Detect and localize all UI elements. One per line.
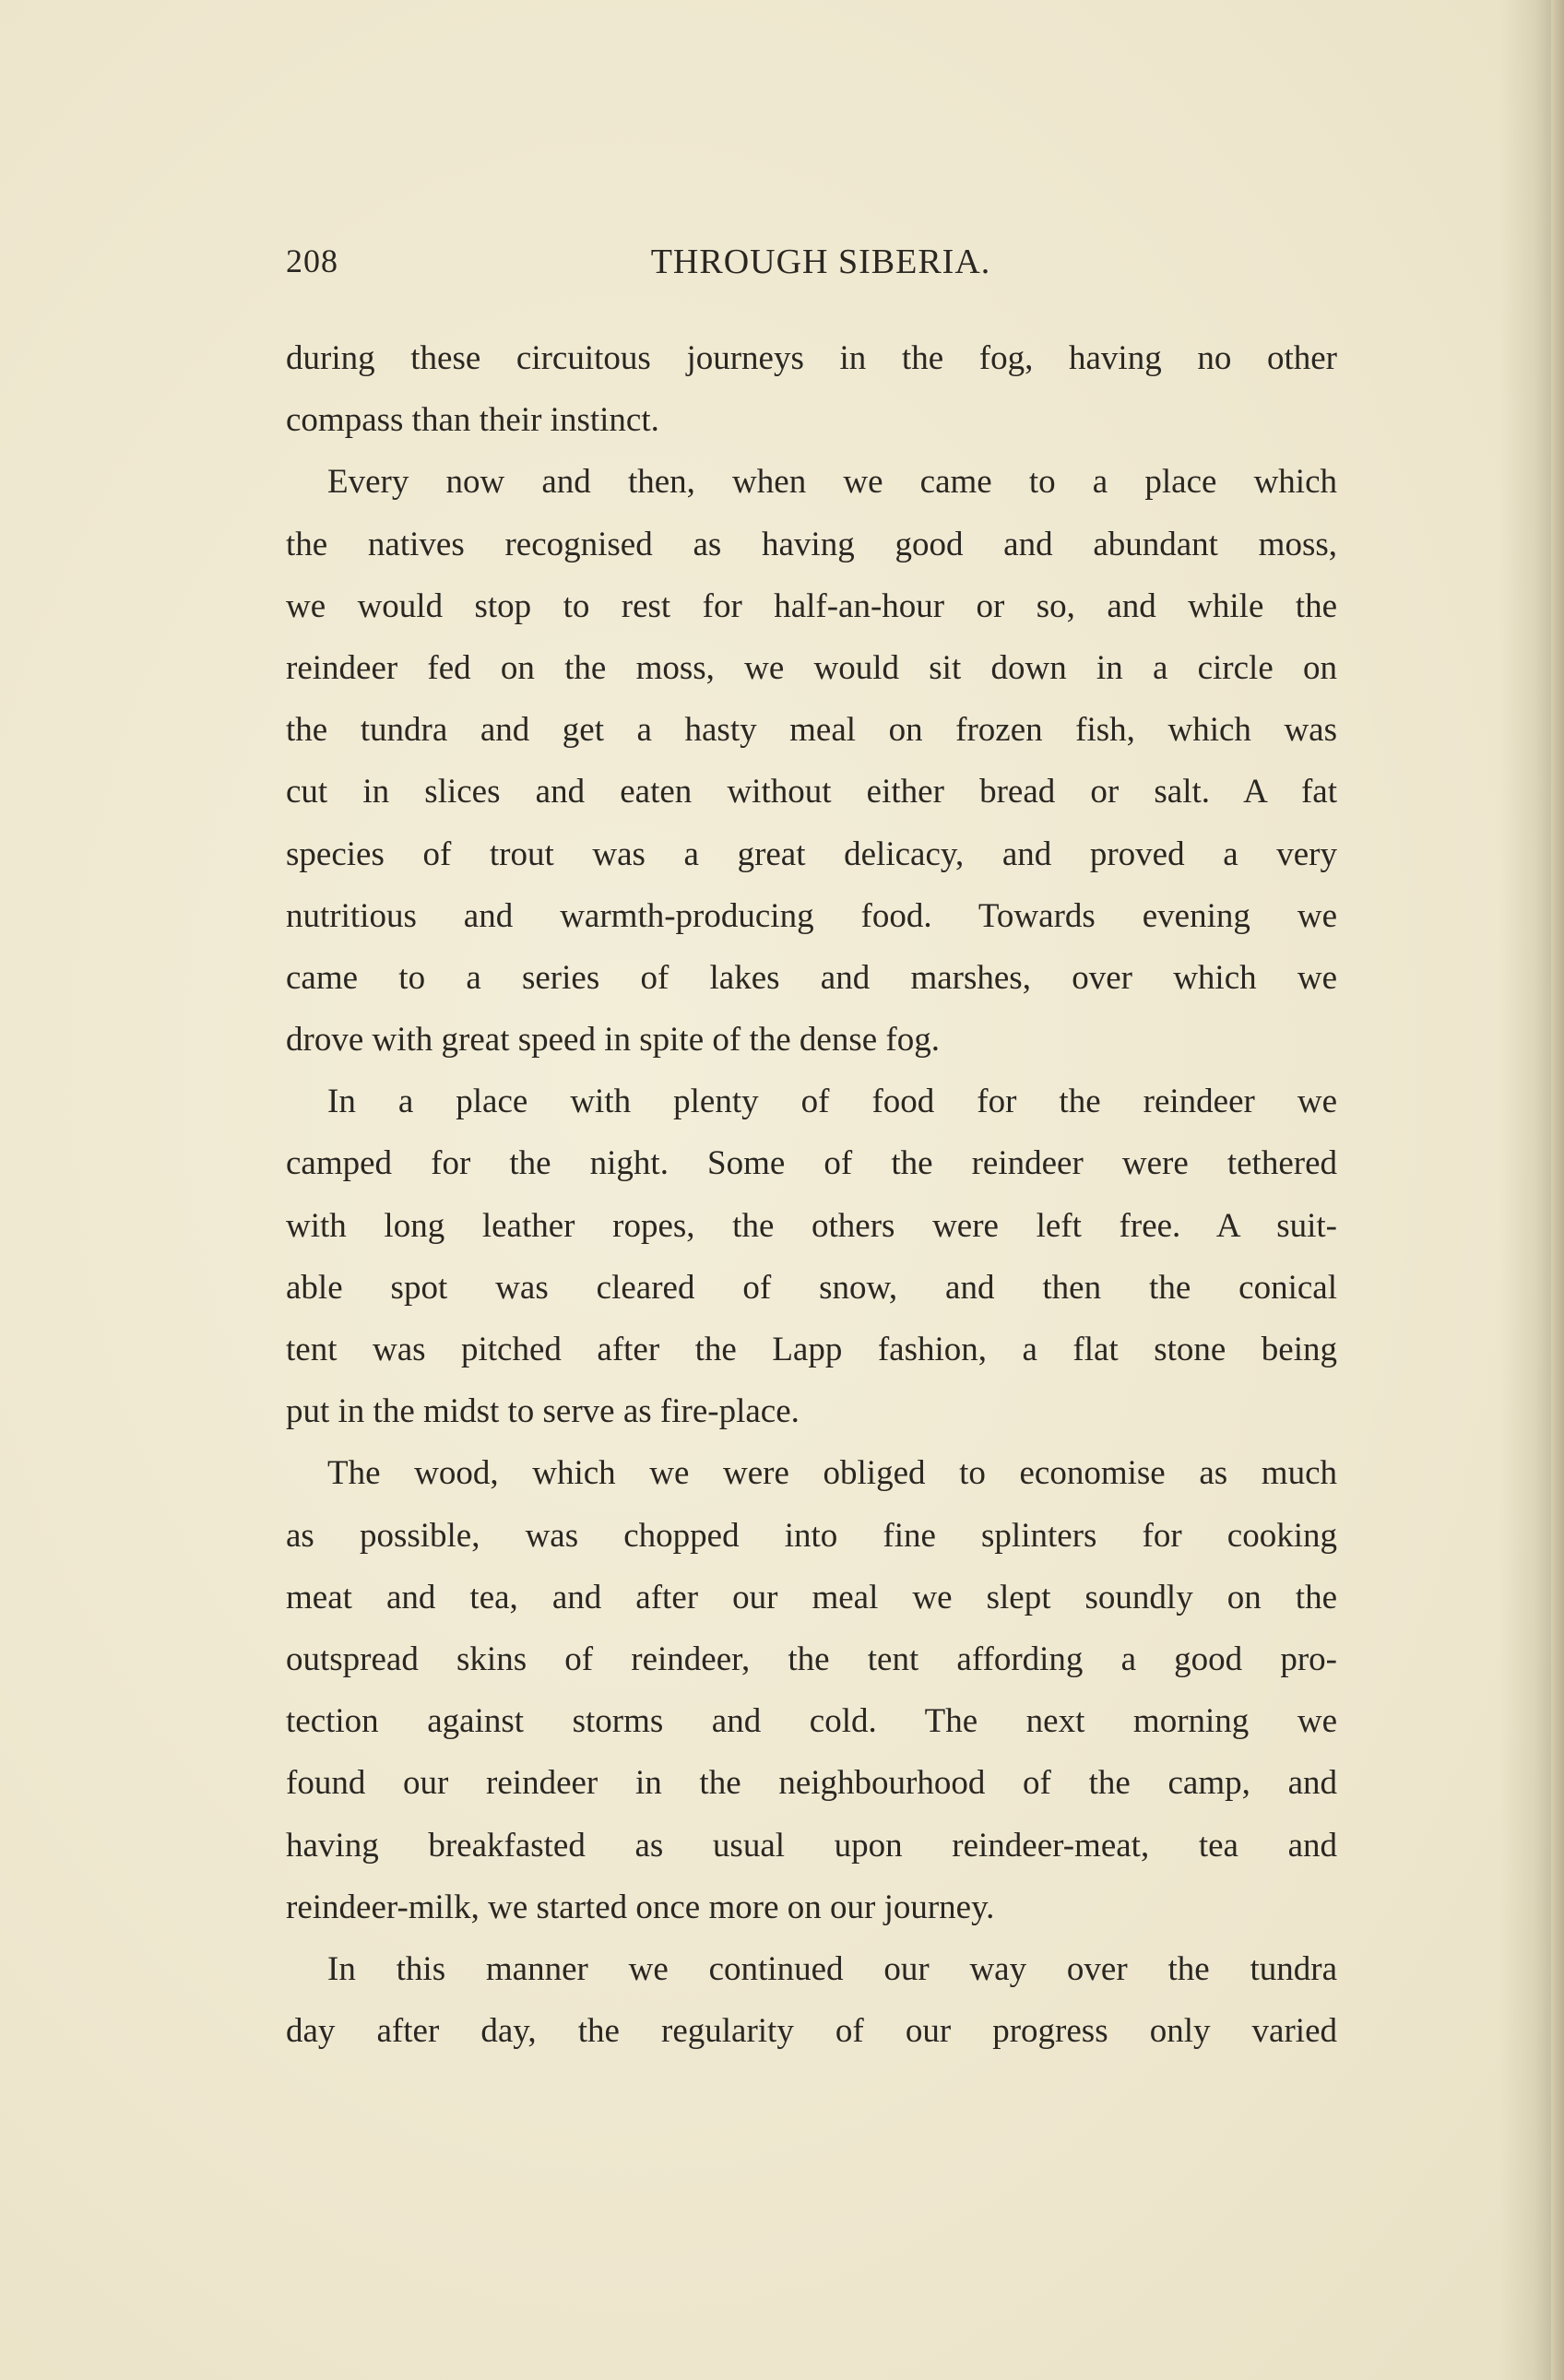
text-line: outspread skins of reindeer, the tent affording a good pro- (286, 1640, 1337, 1678)
page-edge (1551, 0, 1564, 2380)
text-line: species of trout was a great delicacy, and proved a very (286, 835, 1337, 873)
text-line: tection against storms and cold. The next morning we (286, 1702, 1337, 1741)
text-line: with long leather ropes, the others were left free. A suit- (286, 1206, 1337, 1245)
text-line: we would stop to rest for half-an-hour or so, and while the (286, 586, 1337, 625)
text-line: nutritious and warmth-producing food. Towards evening we (286, 896, 1337, 935)
text-line: having breakfasted as usual upon reindeer-meat, tea and (286, 1826, 1337, 1865)
text-line: cut in slices and eaten without either bread or salt. A fat (286, 773, 1337, 811)
text-line: during these circuitous journeys in the fog, having no other (286, 339, 1337, 377)
text-line: meat and tea, and after our meal we slept soundly on the (286, 1578, 1337, 1616)
text-line: as possible, was chopped into fine splinters for cooking (286, 1516, 1337, 1555)
text-line: tent was pitched after the Lapp fashion, a flat stone being (286, 1331, 1337, 1368)
body-text (286, 327, 1337, 2062)
text-line: the natives recognised as having good and abundant moss, (286, 525, 1337, 563)
text-line: able spot was cleared of snow, and then the conical (286, 1268, 1337, 1307)
text-line: Every now and then, when we came to a place which (327, 463, 1337, 502)
text-line: reindeer-milk, we started once more on our journey. (286, 1888, 995, 1926)
text-line: compass than their instinct. (286, 401, 659, 440)
text-line: put in the midst to serve as fire-place. (286, 1392, 800, 1431)
page-header (286, 242, 1337, 297)
text-line: The wood, which we were obliged to economise as much (327, 1454, 1337, 1493)
text-line: reindeer fed on the moss, we would sit down in a circle on (286, 648, 1337, 687)
running-head: THROUGH SIBERIA. (650, 243, 991, 281)
text-line: came to a series of lakes and marshes, over which we (286, 958, 1337, 997)
text-line: drove with great speed in spite of the dense fog. (286, 1021, 940, 1060)
text-line: day after day, the regularity of our progress only varied (286, 2012, 1337, 2051)
text-line: In a place with plenty of food for the reindeer we (327, 1083, 1337, 1121)
text-line: camped for the night. Some of the reindeer were tethered (286, 1144, 1337, 1183)
text-line: In this manner we continued our way over the tundra (327, 1949, 1337, 1988)
text-line: found our reindeer in the neighbourhood of the camp, and (286, 1764, 1337, 1803)
page-number: 208 (286, 243, 338, 279)
text-line: the tundra and get a hasty meal on frozen fish, which was (286, 711, 1337, 750)
